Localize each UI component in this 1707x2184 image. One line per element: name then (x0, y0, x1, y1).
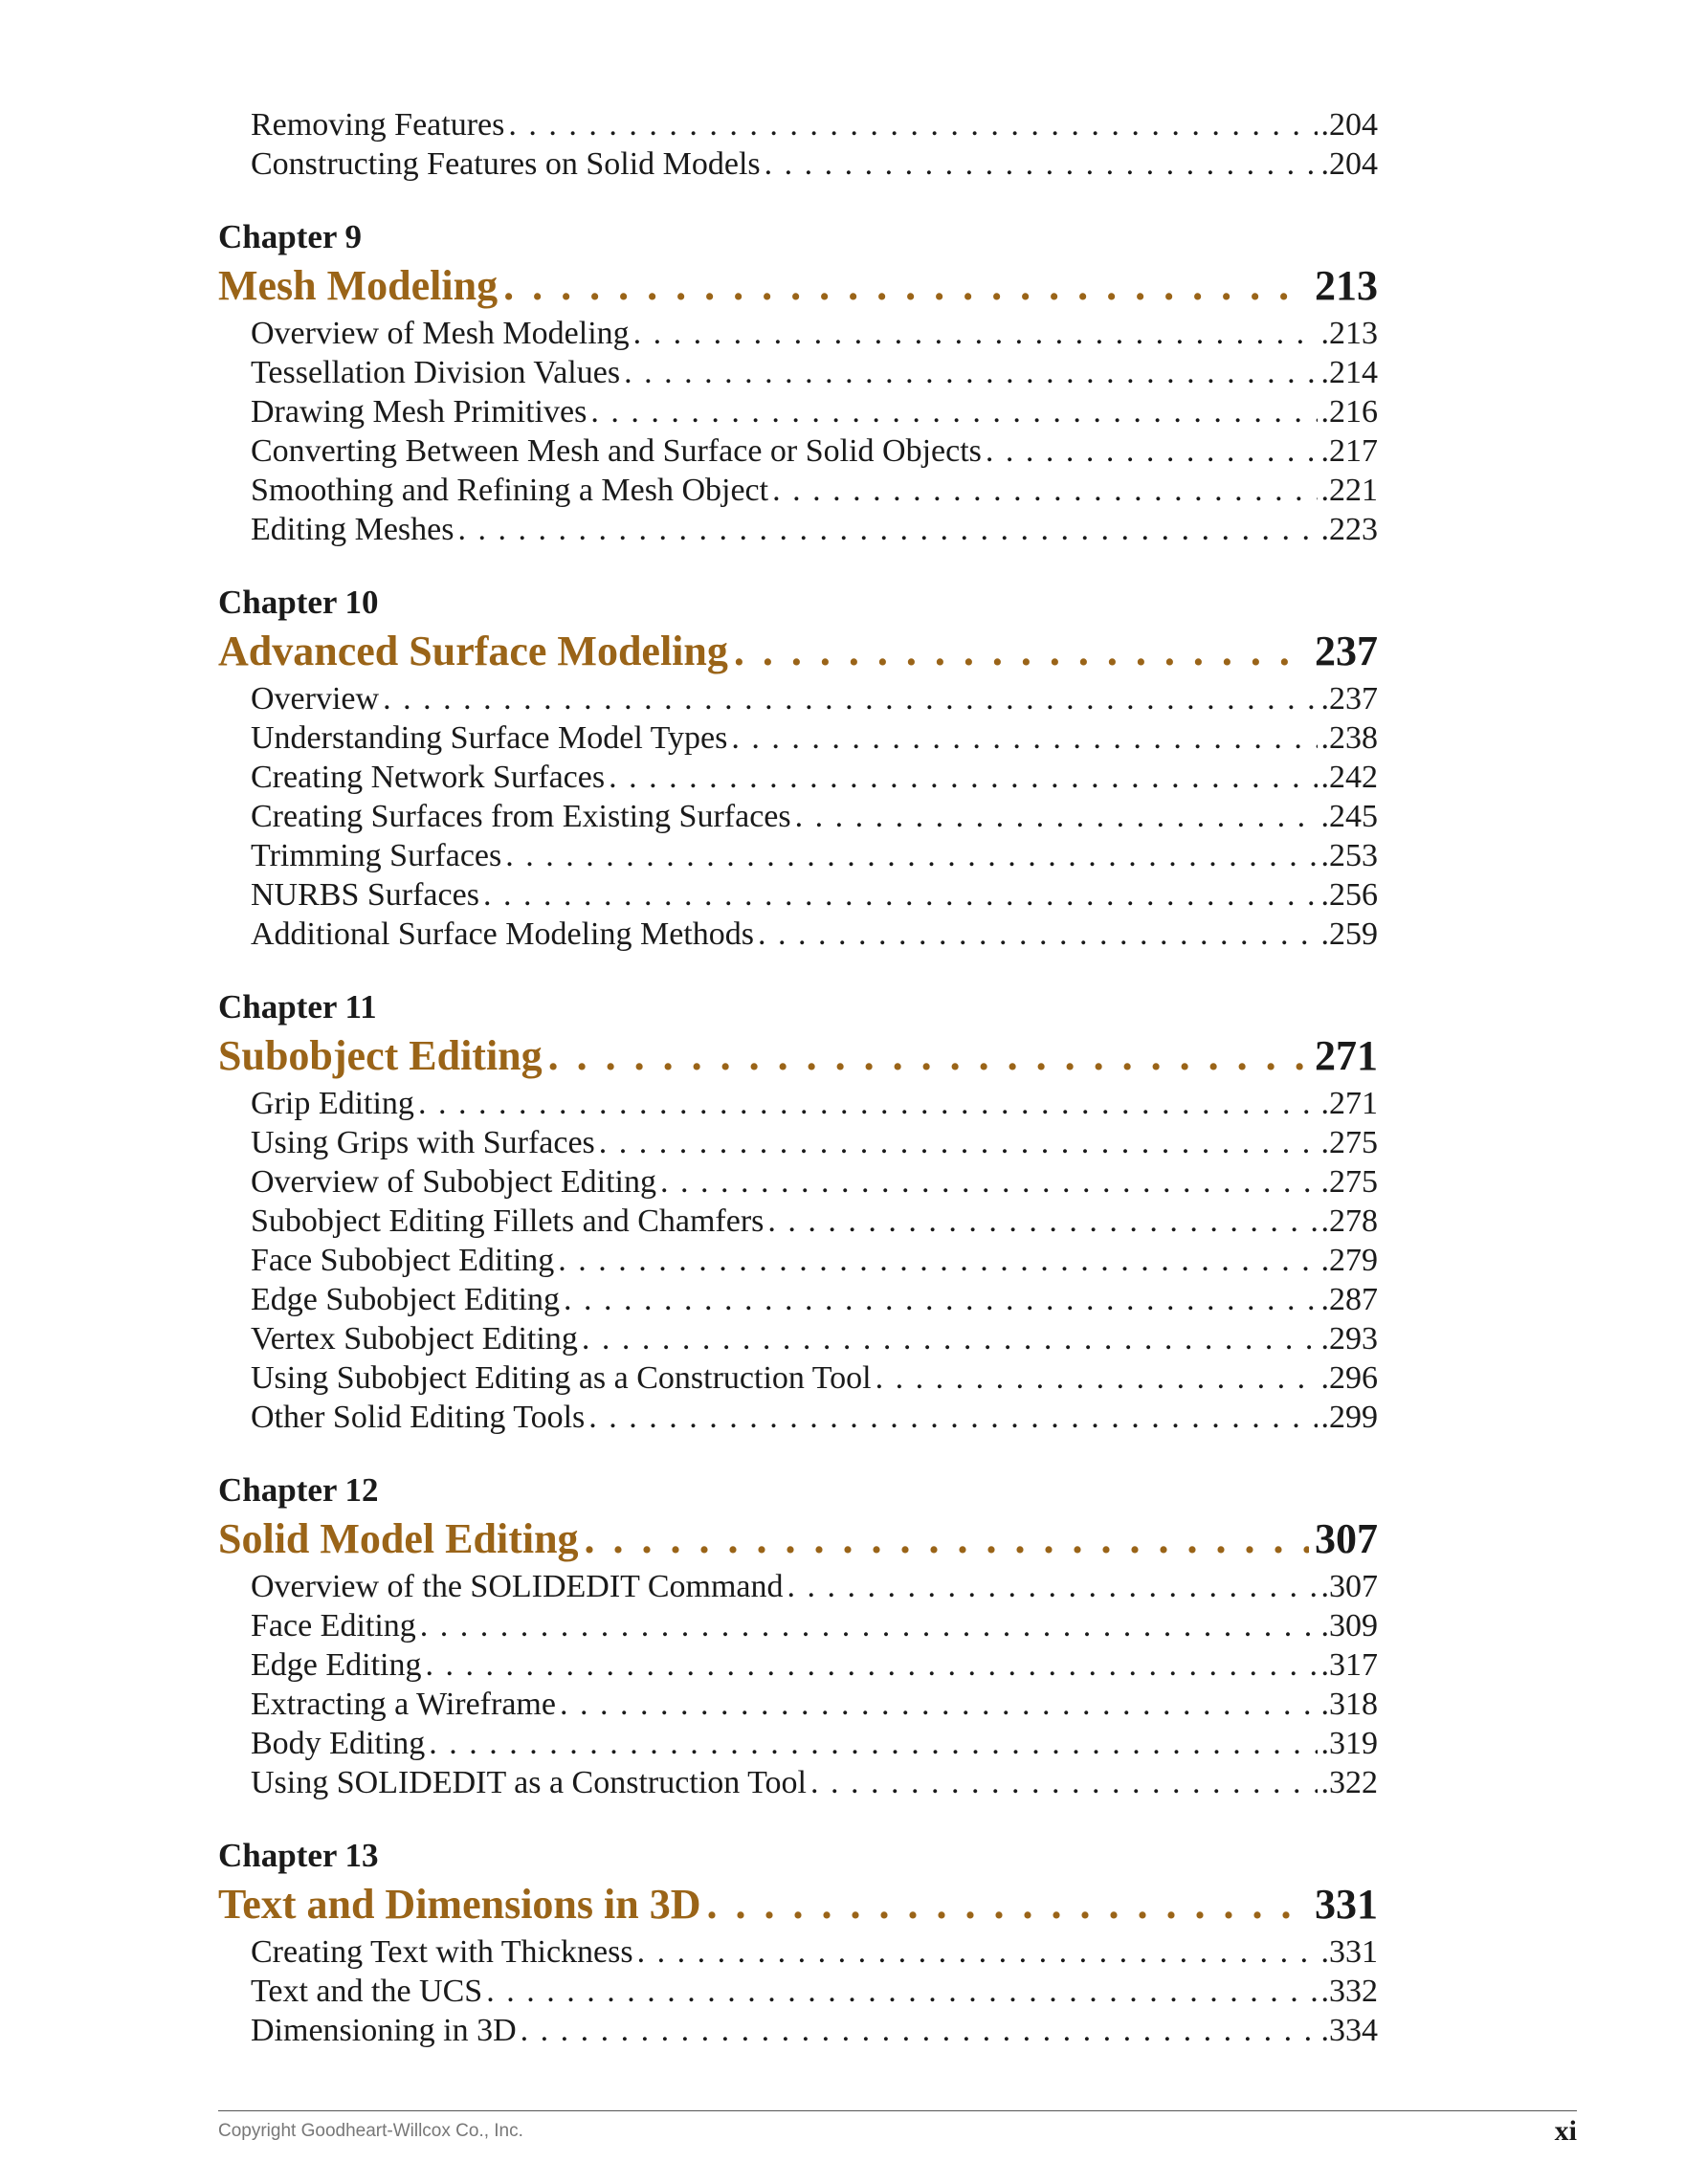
toc-entry-page: .275 (1320, 1125, 1378, 1160)
toc-entry-page: .287 (1320, 1282, 1378, 1317)
chapter-page: 213 (1315, 262, 1378, 309)
toc-entry[interactable] (251, 1241, 1378, 1280)
dot-leader (758, 915, 1318, 954)
chapter-title: Advanced Surface Modeling (218, 628, 728, 674)
chapter-heading[interactable] (218, 1511, 1378, 1567)
toc-entry[interactable] (251, 1606, 1378, 1645)
dot-leader (420, 1606, 1318, 1645)
toc-entry[interactable] (251, 510, 1378, 549)
toc-entry-page: .238 (1320, 720, 1378, 756)
dot-leader (731, 718, 1317, 758)
toc-entry-title: Vertex Subobject Editing (251, 1321, 578, 1357)
toc-entry[interactable] (251, 144, 1378, 184)
toc-entry-page: .271 (1320, 1086, 1378, 1121)
toc-entry-page: .275 (1320, 1164, 1378, 1200)
toc-entry-title: Creating Network Surfaces (251, 760, 606, 795)
toc-entry[interactable] (251, 718, 1378, 758)
toc-entry[interactable] (251, 1645, 1378, 1685)
dot-leader (418, 1084, 1318, 1123)
chapter-heading[interactable] (218, 258, 1378, 314)
dot-leader (986, 431, 1318, 471)
toc-entry[interactable] (251, 105, 1378, 144)
copyright-notice: Copyright Goodheart-Willcox Co., Inc. (218, 2121, 523, 2141)
dot-leader (429, 1724, 1317, 1763)
chapter-section (218, 986, 1378, 1437)
toc-entry-title: Overview of Subobject Editing (251, 1164, 656, 1200)
toc-entry-title: Dimensioning in 3D (251, 2013, 517, 2048)
chapter-label: Chapter 10 (218, 584, 379, 621)
toc-entry-page: .204 (1320, 107, 1378, 143)
dot-leader (734, 624, 1309, 679)
dot-leader (588, 1398, 1317, 1437)
toc-entry-page: .214 (1320, 355, 1378, 390)
toc-entry-page: .221 (1320, 473, 1378, 508)
dot-leader (795, 797, 1318, 836)
toc-entry-title: Overview (251, 681, 380, 717)
toc-entry[interactable] (251, 1763, 1378, 1802)
toc-entry-page: .245 (1320, 799, 1378, 834)
toc-entry-title: NURBS Surfaces (251, 877, 479, 913)
toc-entry-title: Constructing Features on Solid Models (251, 146, 761, 182)
toc-entry-page: .242 (1320, 760, 1378, 795)
dot-leader (505, 836, 1317, 875)
toc-entry[interactable] (251, 1685, 1378, 1724)
dot-leader (876, 1358, 1318, 1398)
toc-entry-title: Edge Subobject Editing (251, 1282, 560, 1317)
chapter-label: Chapter 13 (218, 1837, 379, 1874)
dot-leader (609, 758, 1317, 797)
toc-entry-title: Additional Surface Modeling Methods (251, 916, 754, 952)
toc-entry-page: .334 (1320, 2013, 1378, 2048)
toc-entry[interactable] (251, 1398, 1378, 1437)
chapter-page: 237 (1315, 628, 1378, 674)
toc-entry[interactable] (251, 679, 1378, 718)
toc-entry[interactable] (251, 392, 1378, 431)
toc-entry-title: Drawing Mesh Primitives (251, 394, 587, 430)
toc-entry[interactable] (251, 1084, 1378, 1123)
toc-entry-page: .217 (1320, 433, 1378, 469)
toc-entry[interactable] (251, 471, 1378, 510)
dot-leader (637, 1932, 1318, 1972)
toc-entry-page: .279 (1320, 1243, 1378, 1278)
toc-entry-page: .319 (1320, 1726, 1378, 1761)
toc-entry[interactable] (251, 875, 1378, 915)
toc-entry[interactable] (251, 1932, 1378, 1972)
toc-entry-page: .318 (1320, 1687, 1378, 1722)
toc-entry-title: Face Editing (251, 1608, 416, 1644)
toc-entry[interactable] (251, 1358, 1378, 1398)
chapter-title: Solid Model Editing (218, 1515, 579, 1562)
dot-leader (810, 1763, 1318, 1802)
toc-entry-title: Editing Meshes (251, 512, 454, 547)
dot-leader (624, 353, 1317, 392)
dot-leader (585, 1511, 1309, 1567)
toc-entry[interactable] (251, 353, 1378, 392)
dot-leader (707, 1877, 1310, 1932)
toc-entry[interactable] (251, 1319, 1378, 1358)
toc-entry[interactable] (251, 1123, 1378, 1162)
toc-entry-title: Understanding Surface Model Types (251, 720, 728, 756)
toc-entry-page: .322 (1320, 1765, 1378, 1800)
toc-entry-title: Smoothing and Refining a Mesh Object (251, 473, 769, 508)
chapter-label: Chapter 11 (218, 988, 377, 1026)
chapter-label: Chapter 9 (218, 218, 363, 255)
toc-entry-title: Using Subobject Editing as a Construction Tool (251, 1360, 872, 1396)
toc-entry[interactable] (251, 1972, 1378, 2011)
chapter-heading[interactable] (218, 1877, 1378, 1932)
toc-entry-title: Overview of Mesh Modeling (251, 316, 630, 351)
chapter-heading[interactable] (218, 1028, 1378, 1084)
dot-leader (660, 1162, 1318, 1202)
toc-entry[interactable] (251, 836, 1378, 875)
toc-entry-page: .296 (1320, 1360, 1378, 1396)
toc-entry[interactable] (251, 1724, 1378, 1763)
chapter-title: Text and Dimensions in 3D (218, 1881, 701, 1928)
toc-entry-title: Removing Features (251, 107, 505, 143)
chapter-label: Chapter 12 (218, 1471, 379, 1509)
dot-leader (564, 1280, 1318, 1319)
chapter-title: Mesh Modeling (218, 262, 499, 309)
toc-entry-title: Other Solid Editing Tools (251, 1400, 586, 1435)
toc-entry-title: Text and the UCS (251, 1974, 483, 2009)
dot-leader (590, 392, 1317, 431)
chapter-page: 307 (1315, 1515, 1378, 1562)
toc-entry[interactable] (251, 1162, 1378, 1202)
toc-entry[interactable] (251, 2011, 1378, 2050)
toc-entry-page: .331 (1320, 1934, 1378, 1970)
table-of-contents (218, 105, 1378, 2050)
toc-entry-page: .332 (1320, 1974, 1378, 2009)
page-footer (218, 2110, 1577, 2147)
toc-entry-title: Body Editing (251, 1726, 426, 1761)
dot-leader (599, 1123, 1318, 1162)
dot-leader (486, 1972, 1317, 2011)
toc-entry-title: Trimming Surfaces (251, 838, 502, 873)
toc-entry-title: Creating Text with Thickness (251, 1934, 633, 1970)
toc-entry-page: .237 (1320, 681, 1378, 717)
dot-leader (765, 144, 1318, 184)
dot-leader (772, 471, 1317, 510)
dot-leader (503, 258, 1309, 314)
chapter-page: 331 (1315, 1881, 1378, 1928)
dot-leader (521, 2011, 1318, 2050)
toc-entry-page: .204 (1320, 146, 1378, 182)
dot-leader (548, 1028, 1309, 1084)
toc-entry-page: .259 (1320, 916, 1378, 952)
toc-entry[interactable] (251, 797, 1378, 836)
toc-entry[interactable] (251, 915, 1378, 954)
toc-entry-page: .293 (1320, 1321, 1378, 1357)
toc-entry-title: Overview of the SOLIDEDIT Command (251, 1569, 784, 1604)
toc-entry-title: Grip Editing (251, 1086, 414, 1121)
toc-entry-page: .278 (1320, 1203, 1378, 1239)
toc-entry-title: Subobject Editing Fillets and Chamfers (251, 1203, 765, 1239)
toc-entry-page: .253 (1320, 838, 1378, 873)
toc-entry-title: Face Subobject Editing (251, 1243, 555, 1278)
chapter-section (218, 216, 1378, 549)
chapter-title: Subobject Editing (218, 1032, 543, 1079)
toc-entry-page: .216 (1320, 394, 1378, 430)
toc-entry-title: Tessellation Division Values (251, 355, 621, 390)
dot-leader (457, 510, 1317, 549)
toc-entry-page: .307 (1320, 1569, 1378, 1604)
toc-entry-page: .213 (1320, 316, 1378, 351)
dot-leader (767, 1202, 1317, 1241)
toc-entry-title: Extracting a Wireframe (251, 1687, 556, 1722)
dot-leader (383, 679, 1317, 718)
toc-entry[interactable] (251, 1280, 1378, 1319)
toc-entry[interactable] (251, 431, 1378, 471)
toc-entry-title: Using Grips with Surfaces (251, 1125, 595, 1160)
toc-entry-page: .299 (1320, 1400, 1378, 1435)
dot-leader (633, 314, 1318, 353)
toc-entry-title: Edge Editing (251, 1647, 422, 1683)
toc-entry-title: Using SOLIDEDIT as a Construction Tool (251, 1765, 807, 1800)
toc-entry[interactable] (251, 1202, 1378, 1241)
toc-entry-title: Converting Between Mesh and Surface or Solid Objects (251, 433, 982, 469)
toc-entry-page: .317 (1320, 1647, 1378, 1683)
chapter-section (218, 1835, 1378, 2050)
chapter-page: 271 (1315, 1032, 1378, 1079)
toc-entry-title: Creating Surfaces from Existing Surfaces (251, 799, 791, 834)
dot-leader (425, 1645, 1317, 1685)
toc-entry[interactable] (251, 758, 1378, 797)
chapter-section (218, 582, 1378, 954)
dot-leader (508, 105, 1317, 144)
dot-leader (787, 1567, 1317, 1606)
dot-leader (582, 1319, 1318, 1358)
dot-leader (560, 1685, 1318, 1724)
toc-entry-page: .309 (1320, 1608, 1378, 1644)
page-number: xi (1554, 2115, 1577, 2147)
toc-entry-page: .223 (1320, 512, 1378, 547)
toc-entry[interactable] (251, 314, 1378, 353)
dot-leader (558, 1241, 1317, 1280)
dot-leader (483, 875, 1318, 915)
toc-entry-page: .256 (1320, 877, 1378, 913)
toc-entry[interactable] (251, 1567, 1378, 1606)
chapter-section (218, 1469, 1378, 1802)
chapter-heading[interactable] (218, 624, 1378, 679)
